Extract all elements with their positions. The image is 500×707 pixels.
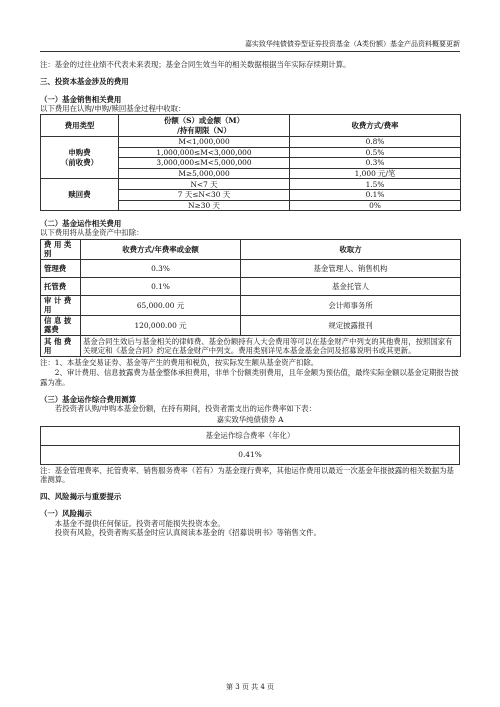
fee-rate-cell: 0.1% bbox=[81, 277, 241, 295]
range-cell: 3,000,000≤M<5,000,000 bbox=[119, 158, 290, 169]
page-content bbox=[40, 60, 460, 537]
table-row bbox=[41, 445, 460, 464]
risk-line-1: 本基金不提供任何保证。投资者可能损失投资本金。 bbox=[54, 518, 225, 528]
fee-payee-cell: 基金托管人 bbox=[241, 277, 461, 295]
section-4-title: 四、风险揭示与重要提示 bbox=[40, 492, 122, 502]
ratio-title: （三）基金运作综合费用测算 bbox=[40, 394, 137, 404]
header-rate-amount: 收费方式/年费率或金额 bbox=[81, 239, 241, 259]
rate-cell: 0% bbox=[290, 200, 461, 211]
range-cell: 1,000,000≤M<3,000,000 bbox=[119, 147, 290, 158]
table-row bbox=[41, 277, 461, 295]
ratio-note: 注：基金管理费率、托管费率、销售服务费率（若有）为基金现行费率，其他运作费用以最近一次基金年报披露的相关数据为基准测算。 bbox=[40, 465, 454, 484]
fee-rate-cell: 0.3% bbox=[81, 259, 241, 277]
range-cell: 7 天≤N<30 天 bbox=[119, 189, 290, 200]
rate-cell: 1,000 元/笔 bbox=[290, 168, 461, 179]
risk-line-2: 投资有风险，投资者购买基金时应认真阅读本基金的《招募说明书》等销售文件。 bbox=[54, 527, 321, 537]
table-row bbox=[41, 179, 461, 190]
ratio-value-cell: 0.41% bbox=[41, 445, 460, 464]
table-row bbox=[41, 259, 461, 277]
header-range: 份额（S）或金额（M） /持有期限（N） bbox=[119, 115, 290, 137]
fee-rate-cell: 65,000.00 元 bbox=[81, 295, 241, 315]
page-header: 嘉实致华纯债债券型证券投资基金（A类份额）基金产品资料概要更新 bbox=[40, 40, 460, 52]
rate-cell: 0.5% bbox=[290, 147, 461, 158]
table-row bbox=[41, 335, 461, 357]
ratio-fund-name: 嘉实致华纯债债券 A bbox=[216, 415, 284, 425]
fee-payee-cell: 会计师事务所 bbox=[241, 295, 461, 315]
rate-cell: 0.1% bbox=[290, 189, 461, 200]
operating-fee-table bbox=[40, 239, 461, 358]
fee-type-cell: 审 计 费 用 bbox=[41, 295, 81, 315]
table-row bbox=[41, 295, 461, 315]
other-fee-type-cell: 其 他 费 用 bbox=[41, 335, 81, 357]
fee-type-cell: 管理费 bbox=[41, 259, 81, 277]
purchase-fee-label: 申购费 （前收费） bbox=[41, 137, 119, 179]
operating-note-2: 2、审计费用、信息披露费为基金整体承担费用，非单个份额类别费用，且年金额为预估值，最终实际金额以基金定期报告披露为准。 bbox=[40, 368, 459, 387]
rate-cell: 0.8% bbox=[290, 137, 461, 148]
table-header-row bbox=[41, 115, 461, 137]
header-rate: 收费方式/费率 bbox=[290, 115, 461, 137]
fee-payee-cell: 基金管理人、销售机构 bbox=[241, 259, 461, 277]
rate-cell: 0.3% bbox=[290, 158, 461, 169]
table-header-row bbox=[41, 239, 461, 259]
range-cell: M<1,000,000 bbox=[119, 137, 290, 148]
ratio-intro: 若投资者认购/申购本基金份额，在持有期间，投资者需支出的运作费率如下表： bbox=[54, 404, 316, 414]
range-cell: M≥5,000,000 bbox=[119, 168, 290, 179]
fee-payee-cell: 规定披露报刊 bbox=[241, 315, 461, 335]
fee-rate-cell: 120,000.00 元 bbox=[81, 315, 241, 335]
table-row bbox=[41, 426, 460, 445]
operating-note-1: 注：1、本基金交易证券、基金等产生的费用和税负，按实际发生额从基金资产扣除。 bbox=[40, 358, 319, 368]
ratio-header-cell: 基金运作综合费率（年化） bbox=[41, 426, 460, 445]
sales-fees-title: （一）基金销售相关费用 bbox=[40, 94, 122, 104]
range-cell: N<7 天 bbox=[119, 179, 290, 190]
header-fee-category: 费 用 类 别 bbox=[41, 239, 81, 259]
operating-fees-title: （二）基金运作相关费用 bbox=[40, 219, 122, 229]
table-row bbox=[41, 315, 461, 335]
other-fee-description: 基金合同生效后与基金相关的律师费、基金份额持有人大会费用等可以在基金财产中列支的其他费用，按照国家有关规定和《基金合同》约定在基金财产中列支。费用类别详见本基金基金合同及招募说明书或其更新。 bbox=[81, 335, 461, 357]
header-fee-type: 费用类型 bbox=[41, 115, 119, 137]
ratio-table bbox=[40, 426, 460, 465]
rate-cell: 1.5% bbox=[290, 179, 461, 190]
page-number: 第 3 页 共 4 页 bbox=[225, 683, 275, 691]
performance-notice: 注：基金的过往业绩不代表未来表现；基金合同生效当年的相关数据根据当年实际存续期计算。 bbox=[40, 60, 351, 69]
header-payee: 收取方 bbox=[241, 239, 461, 259]
risk-title: （一）风险揭示 bbox=[40, 509, 92, 519]
operating-fees-intro: 以下费用将从基金资产中扣除： bbox=[40, 228, 144, 238]
sales-fees-intro: 以下费用在认购/申购/赎回基金过程中收取： bbox=[40, 103, 186, 113]
sales-fee-table bbox=[40, 114, 461, 211]
fee-type-cell: 托管费 bbox=[41, 277, 81, 295]
table-row bbox=[41, 137, 461, 148]
range-cell: N≥30 天 bbox=[119, 200, 290, 211]
section-3-title: 三、投资本基金涉及的费用 bbox=[40, 77, 129, 87]
fee-type-cell: 信 息 披 露费 bbox=[41, 315, 81, 335]
redeem-fee-label: 赎回费 bbox=[41, 179, 119, 211]
